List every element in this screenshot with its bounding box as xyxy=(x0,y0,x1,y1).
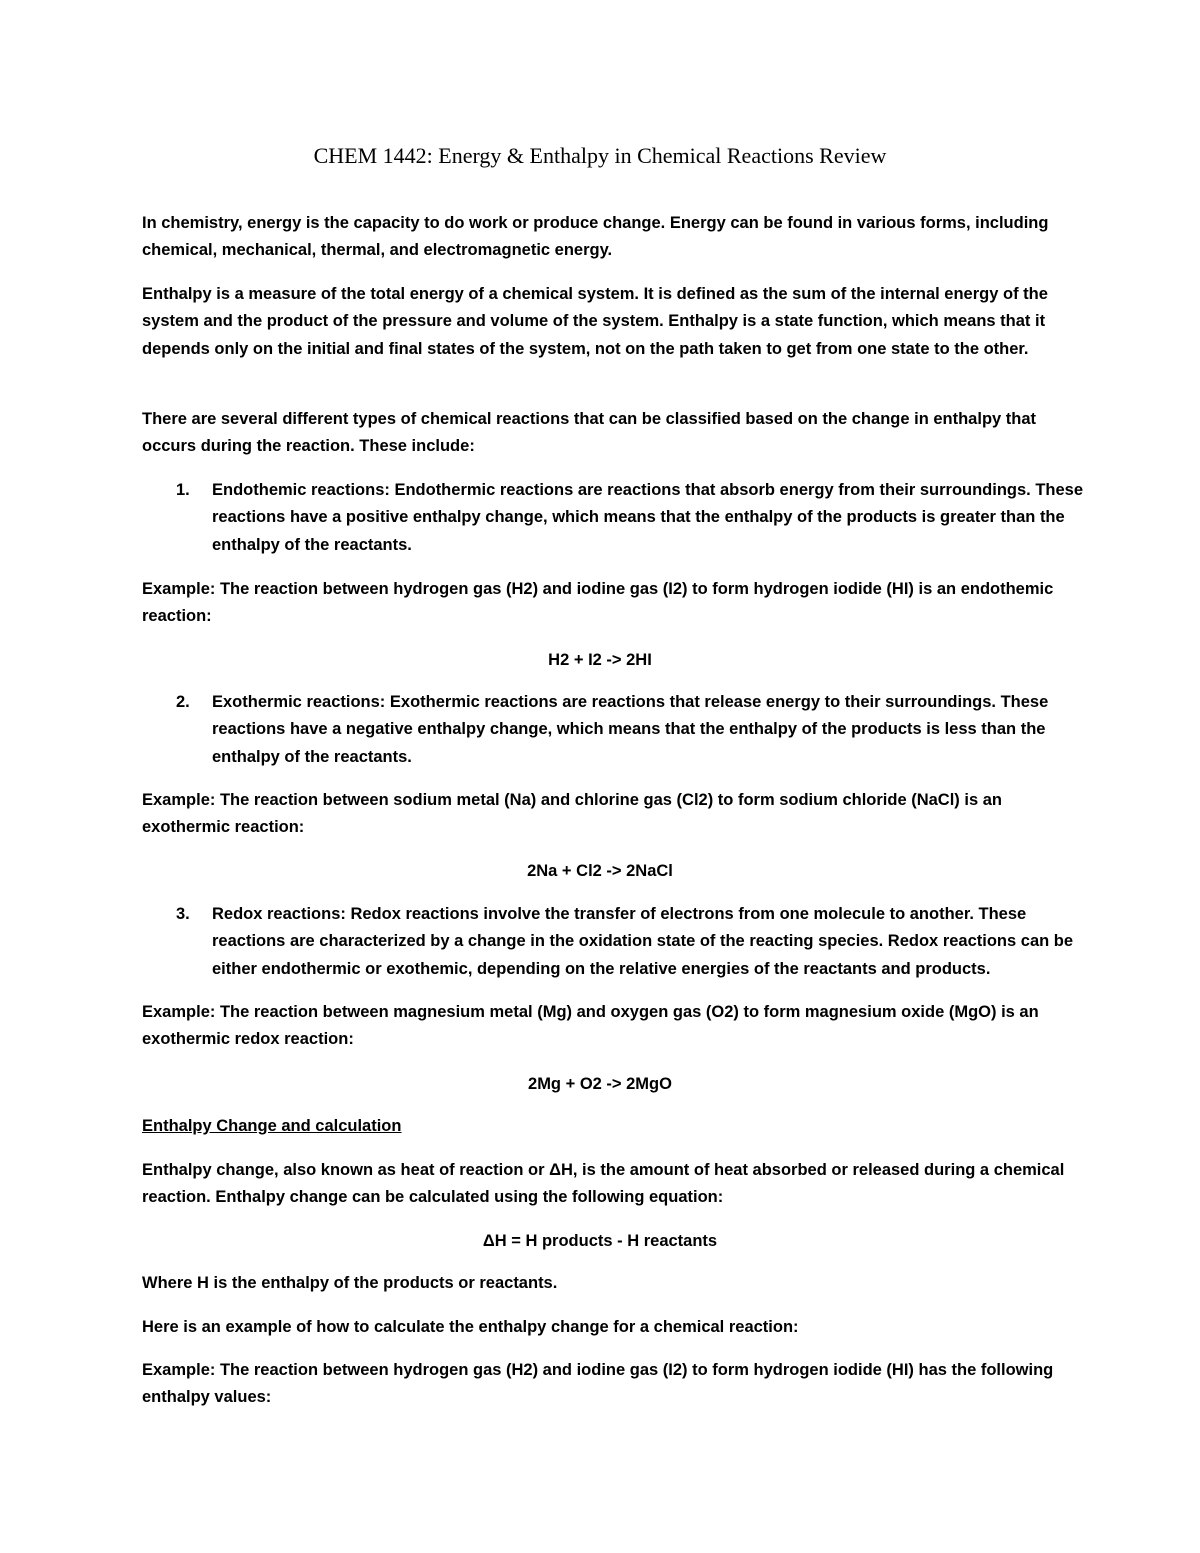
reaction-equation: H2 + I2 -> 2HI xyxy=(548,651,652,669)
list-item-exothermic xyxy=(142,689,1087,771)
example-paragraph: Example: The reaction between hydrogen gas (H2) and iodine gas (I2) to form hydrogen iodide (HI) has the following enthalpy values: xyxy=(142,1361,1054,1407)
reaction-equation: 2Na + Cl2 -> 2NaCl xyxy=(527,862,673,880)
enthalpy-equation: ΔH = H products - H reactants xyxy=(482,1232,718,1250)
list-number: 3. xyxy=(176,905,190,923)
list-item-text: Endothemic reactions: Endothermic reactions are reactions that absorb energy from their surroundings. These reactions have a positive enthalpy change, which means that the enthalpy of the products is greater than the enthalpy of the reactants. xyxy=(212,481,1084,554)
list-number: 1. xyxy=(176,481,190,499)
reaction-types-intro-paragraph: There are several different types of chemical reactions that can be classified based on the change in enthalpy that occurs during the reaction. These include: xyxy=(142,410,1037,456)
intro-paragraph: In chemistry, energy is the capacity to do work or produce change. Energy can be found in various forms, including chemical, mechanical, thermal, and electromagnetic energy. xyxy=(142,214,1049,260)
where-paragraph: Where H is the enthalpy of the products or reactants. xyxy=(142,1274,558,1292)
list-item-text: Redox reactions: Redox reactions involve the transfer of electrons from one molecule to another. These reactions are characterized by a change in the oxidation state of the reacting species. Redox reactions can be either endothermic or exothemic, depending on the relative energies of the reactants and products. xyxy=(212,905,1074,978)
list-item-endothermic xyxy=(142,477,1087,559)
example-intro-paragraph: Here is an example of how to calculate the enthalpy change for a chemical reaction: xyxy=(142,1318,799,1336)
example-paragraph: Example: The reaction between hydrogen gas (H2) and iodine gas (I2) to form hydrogen iodide (HI) is an endothemic reaction: xyxy=(142,580,1054,626)
reaction-equation: 2Mg + O2 -> 2MgO xyxy=(528,1075,672,1093)
list-number: 2. xyxy=(176,693,190,711)
list-item-redox xyxy=(142,901,1087,983)
example-paragraph: Example: The reaction between sodium metal (Na) and chlorine gas (Cl2) to form sodium chloride (NaCl) is an exothermic reaction: xyxy=(142,791,1002,837)
example-paragraph: Example: The reaction between magnesium metal (Mg) and oxygen gas (O2) to form magnesium oxide (MgO) is an exothermic redox reaction: xyxy=(142,1003,1039,1049)
list-item-text: Exothermic reactions: Exothermic reactions are reactions that release energy to their surroundings. These reactions have a negative enthalpy change, which means that the enthalpy of the products is less than the enthalpy of the reactants. xyxy=(212,693,1049,766)
enthalpy-definition-paragraph: Enthalpy is a measure of the total energy of a chemical system. It is defined as the sum of the internal energy of the system and the product of the pressure and volume of the system. Enthalpy is a state function, which means that it depends only on the initial and final states of the system, not on the path taken to get from one state to the other. xyxy=(142,285,1048,358)
section-heading: Enthalpy Change and calculation xyxy=(142,1117,402,1135)
enthalpy-change-definition: Enthalpy change, also known as heat of reaction or ΔH, is the amount of heat absorbed or released during a chemical reaction. Enthalpy change can be calculated using the following equation: xyxy=(142,1161,1065,1207)
page-title: CHEM 1442: Energy & Enthalpy in Chemical Reactions Review xyxy=(313,143,887,168)
